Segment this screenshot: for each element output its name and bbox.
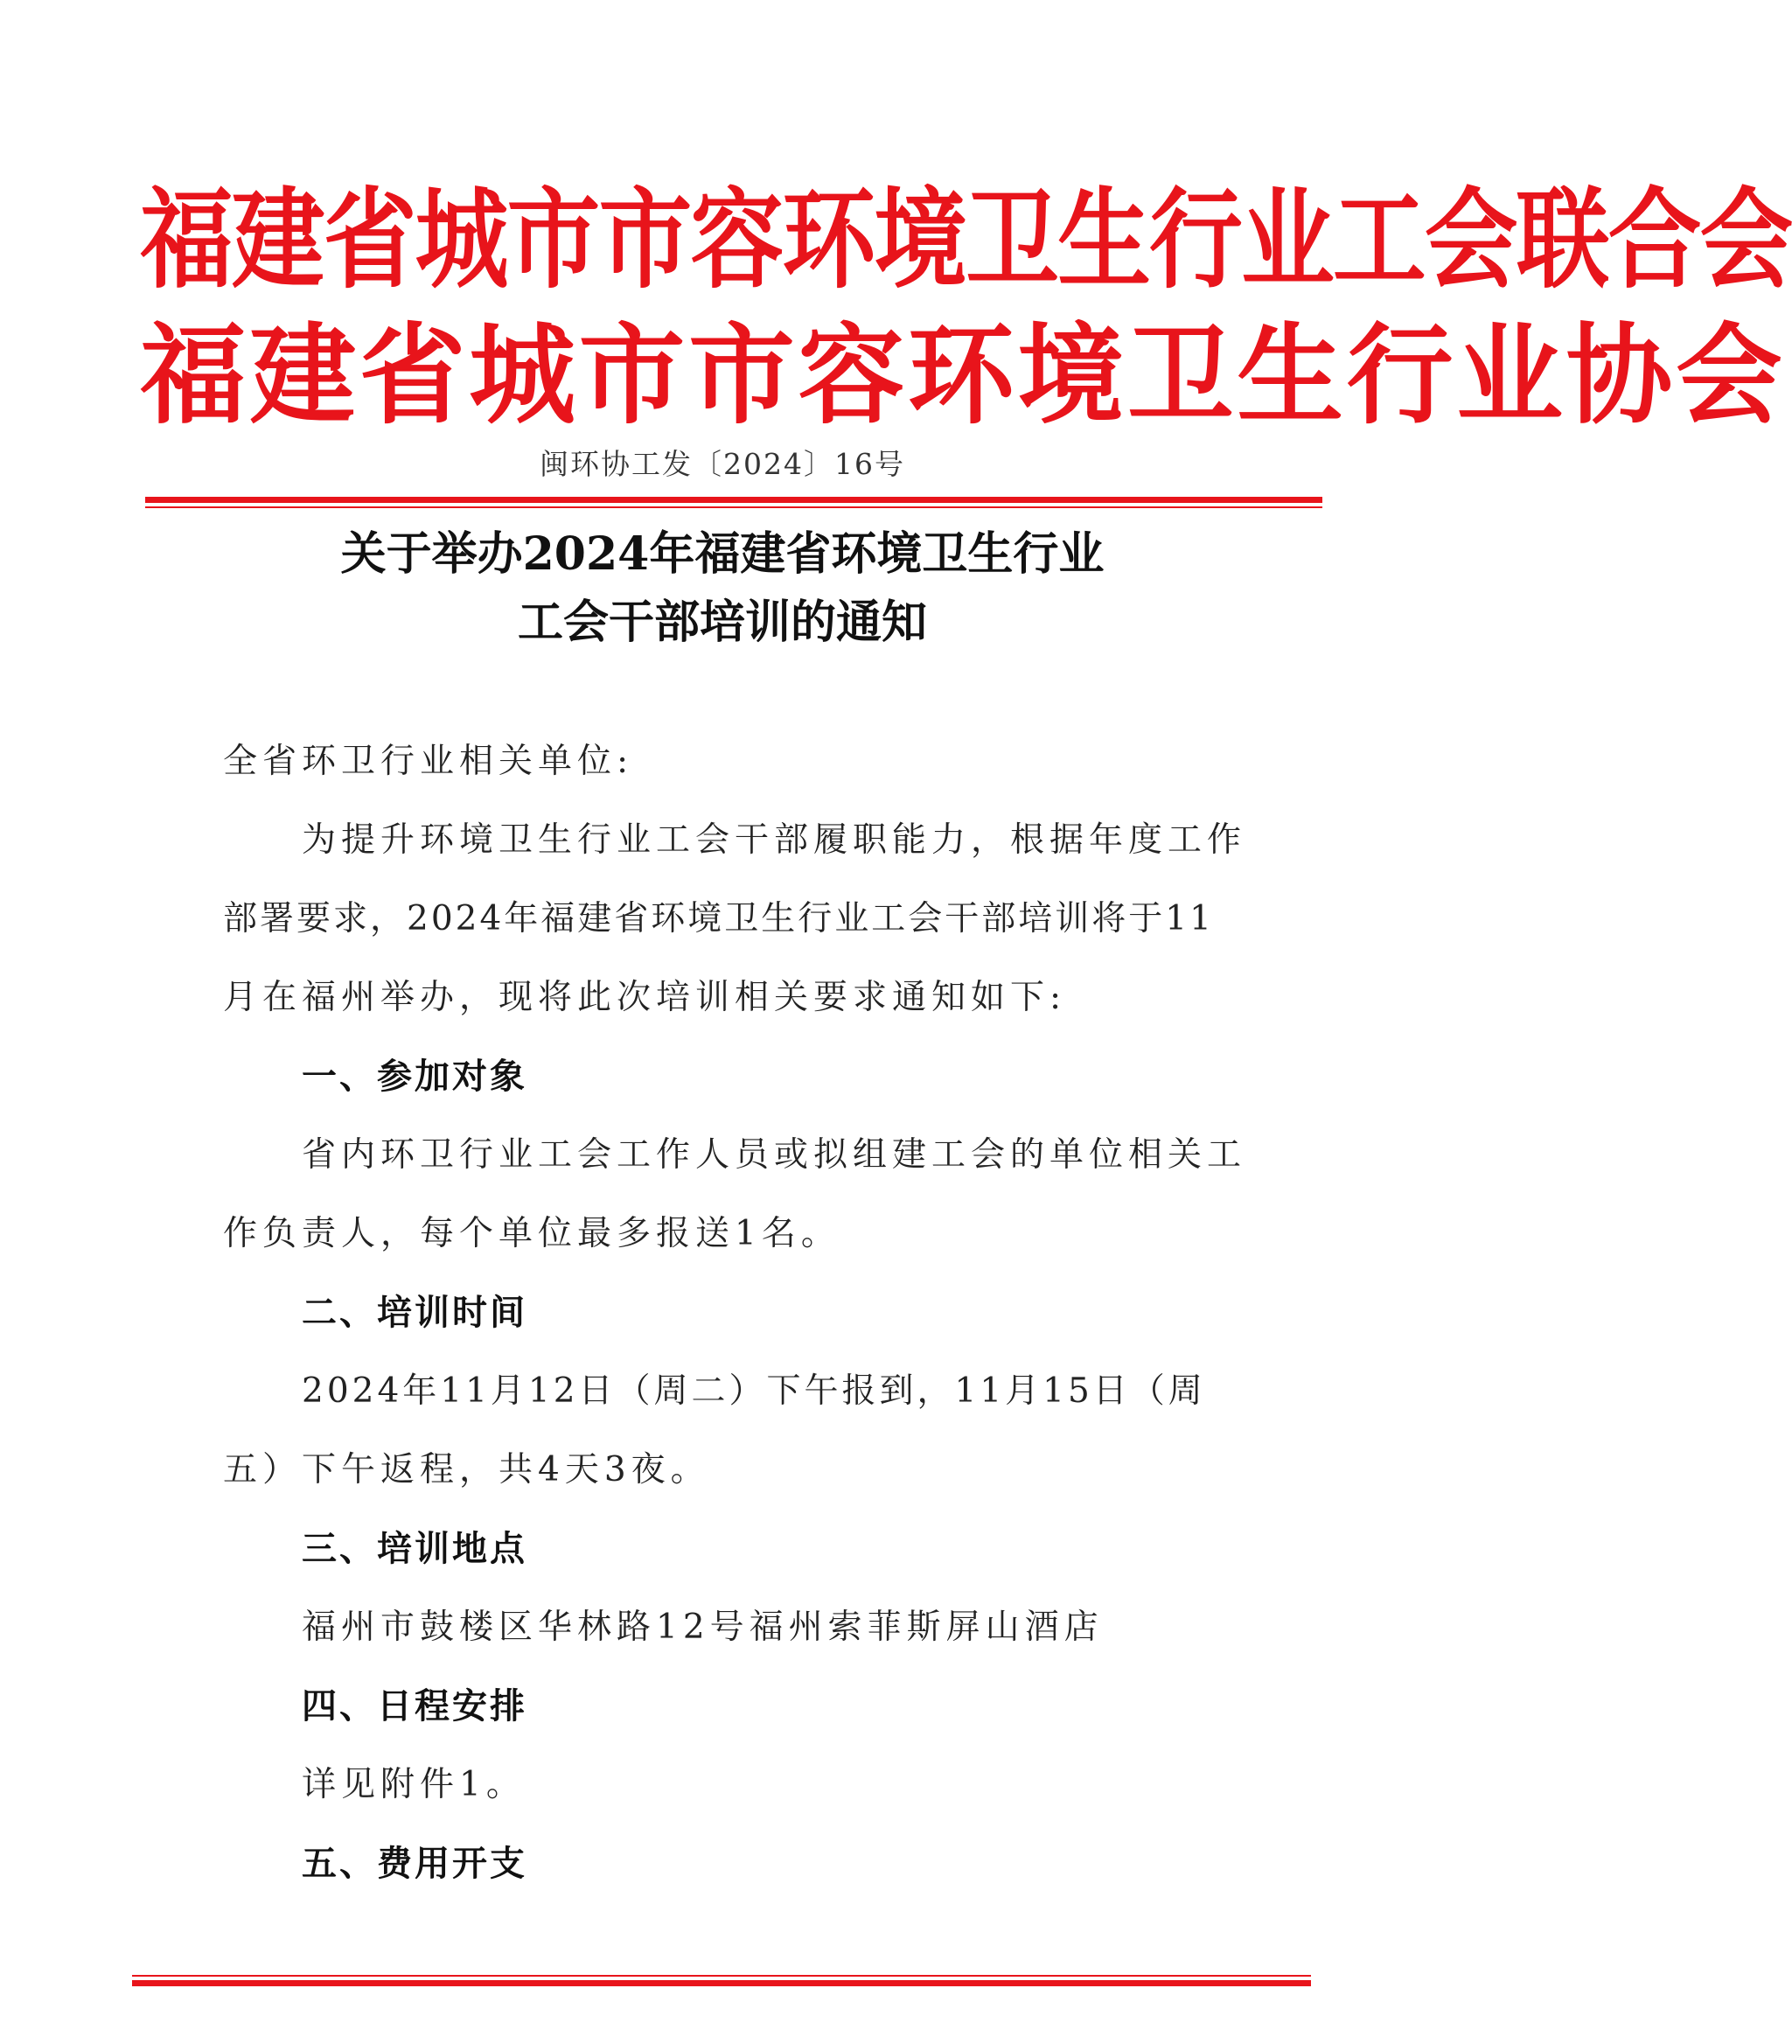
section-heading-expenses: 五、费用开支 — [302, 1844, 527, 1884]
header-divider-thin — [145, 506, 1322, 508]
intro-line-2: 部署要求，2024年福建省环境卫生行业工会干部培训将于11 — [223, 899, 1214, 938]
intro-line-1: 为提升环境卫生行业工会干部履职能力，根据年度工作 — [302, 820, 1247, 860]
document-number: 闽环协工发〔2024〕16号 — [540, 447, 905, 481]
notice-title-line-2: 工会干部培训的通知 — [517, 596, 927, 649]
footer-divider-thick — [132, 1980, 1311, 1986]
section-heading-time: 二、培训时间 — [302, 1293, 527, 1333]
section-location-line-1: 福州市鼓楼区华林路12号福州索菲斯屏山酒店 — [302, 1608, 1104, 1647]
section-time-line-2: 五）下午返程，共4天3夜。 — [223, 1450, 710, 1489]
section-schedule-line-1: 详见附件1。 — [302, 1765, 526, 1804]
section-heading-schedule: 四、日程安排 — [302, 1686, 527, 1727]
section-time-line-1: 2024年11月12日（周二）下午报到，11月15日（周 — [302, 1371, 1206, 1411]
notice-title-line-1: 关于举办2024年福建省环境卫生行业 — [340, 527, 1105, 581]
section-heading-participants: 一、参加对象 — [302, 1057, 527, 1097]
section-participants-line-1: 省内环卫行业工会工作人员或拟组建工会的单位相关工 — [302, 1135, 1247, 1175]
intro-line-3: 月在福州举办，现将此次培训相关要求通知如下: — [223, 978, 1067, 1017]
section-participants-line-2: 作负责人，每个单位最多报送1名。 — [223, 1214, 840, 1253]
org-name-line-1: 福建省城市市容环境卫生行业工会联合会 — [140, 177, 1792, 303]
section-heading-location: 三、培训地点 — [302, 1529, 527, 1569]
org-name-line-2: 福建省城市市容环境卫生行业协会 — [140, 312, 1786, 439]
salutation: 全省环卫行业相关单位: — [223, 742, 634, 781]
footer-divider-thin — [132, 1975, 1311, 1977]
header-divider-thick — [145, 497, 1322, 503]
